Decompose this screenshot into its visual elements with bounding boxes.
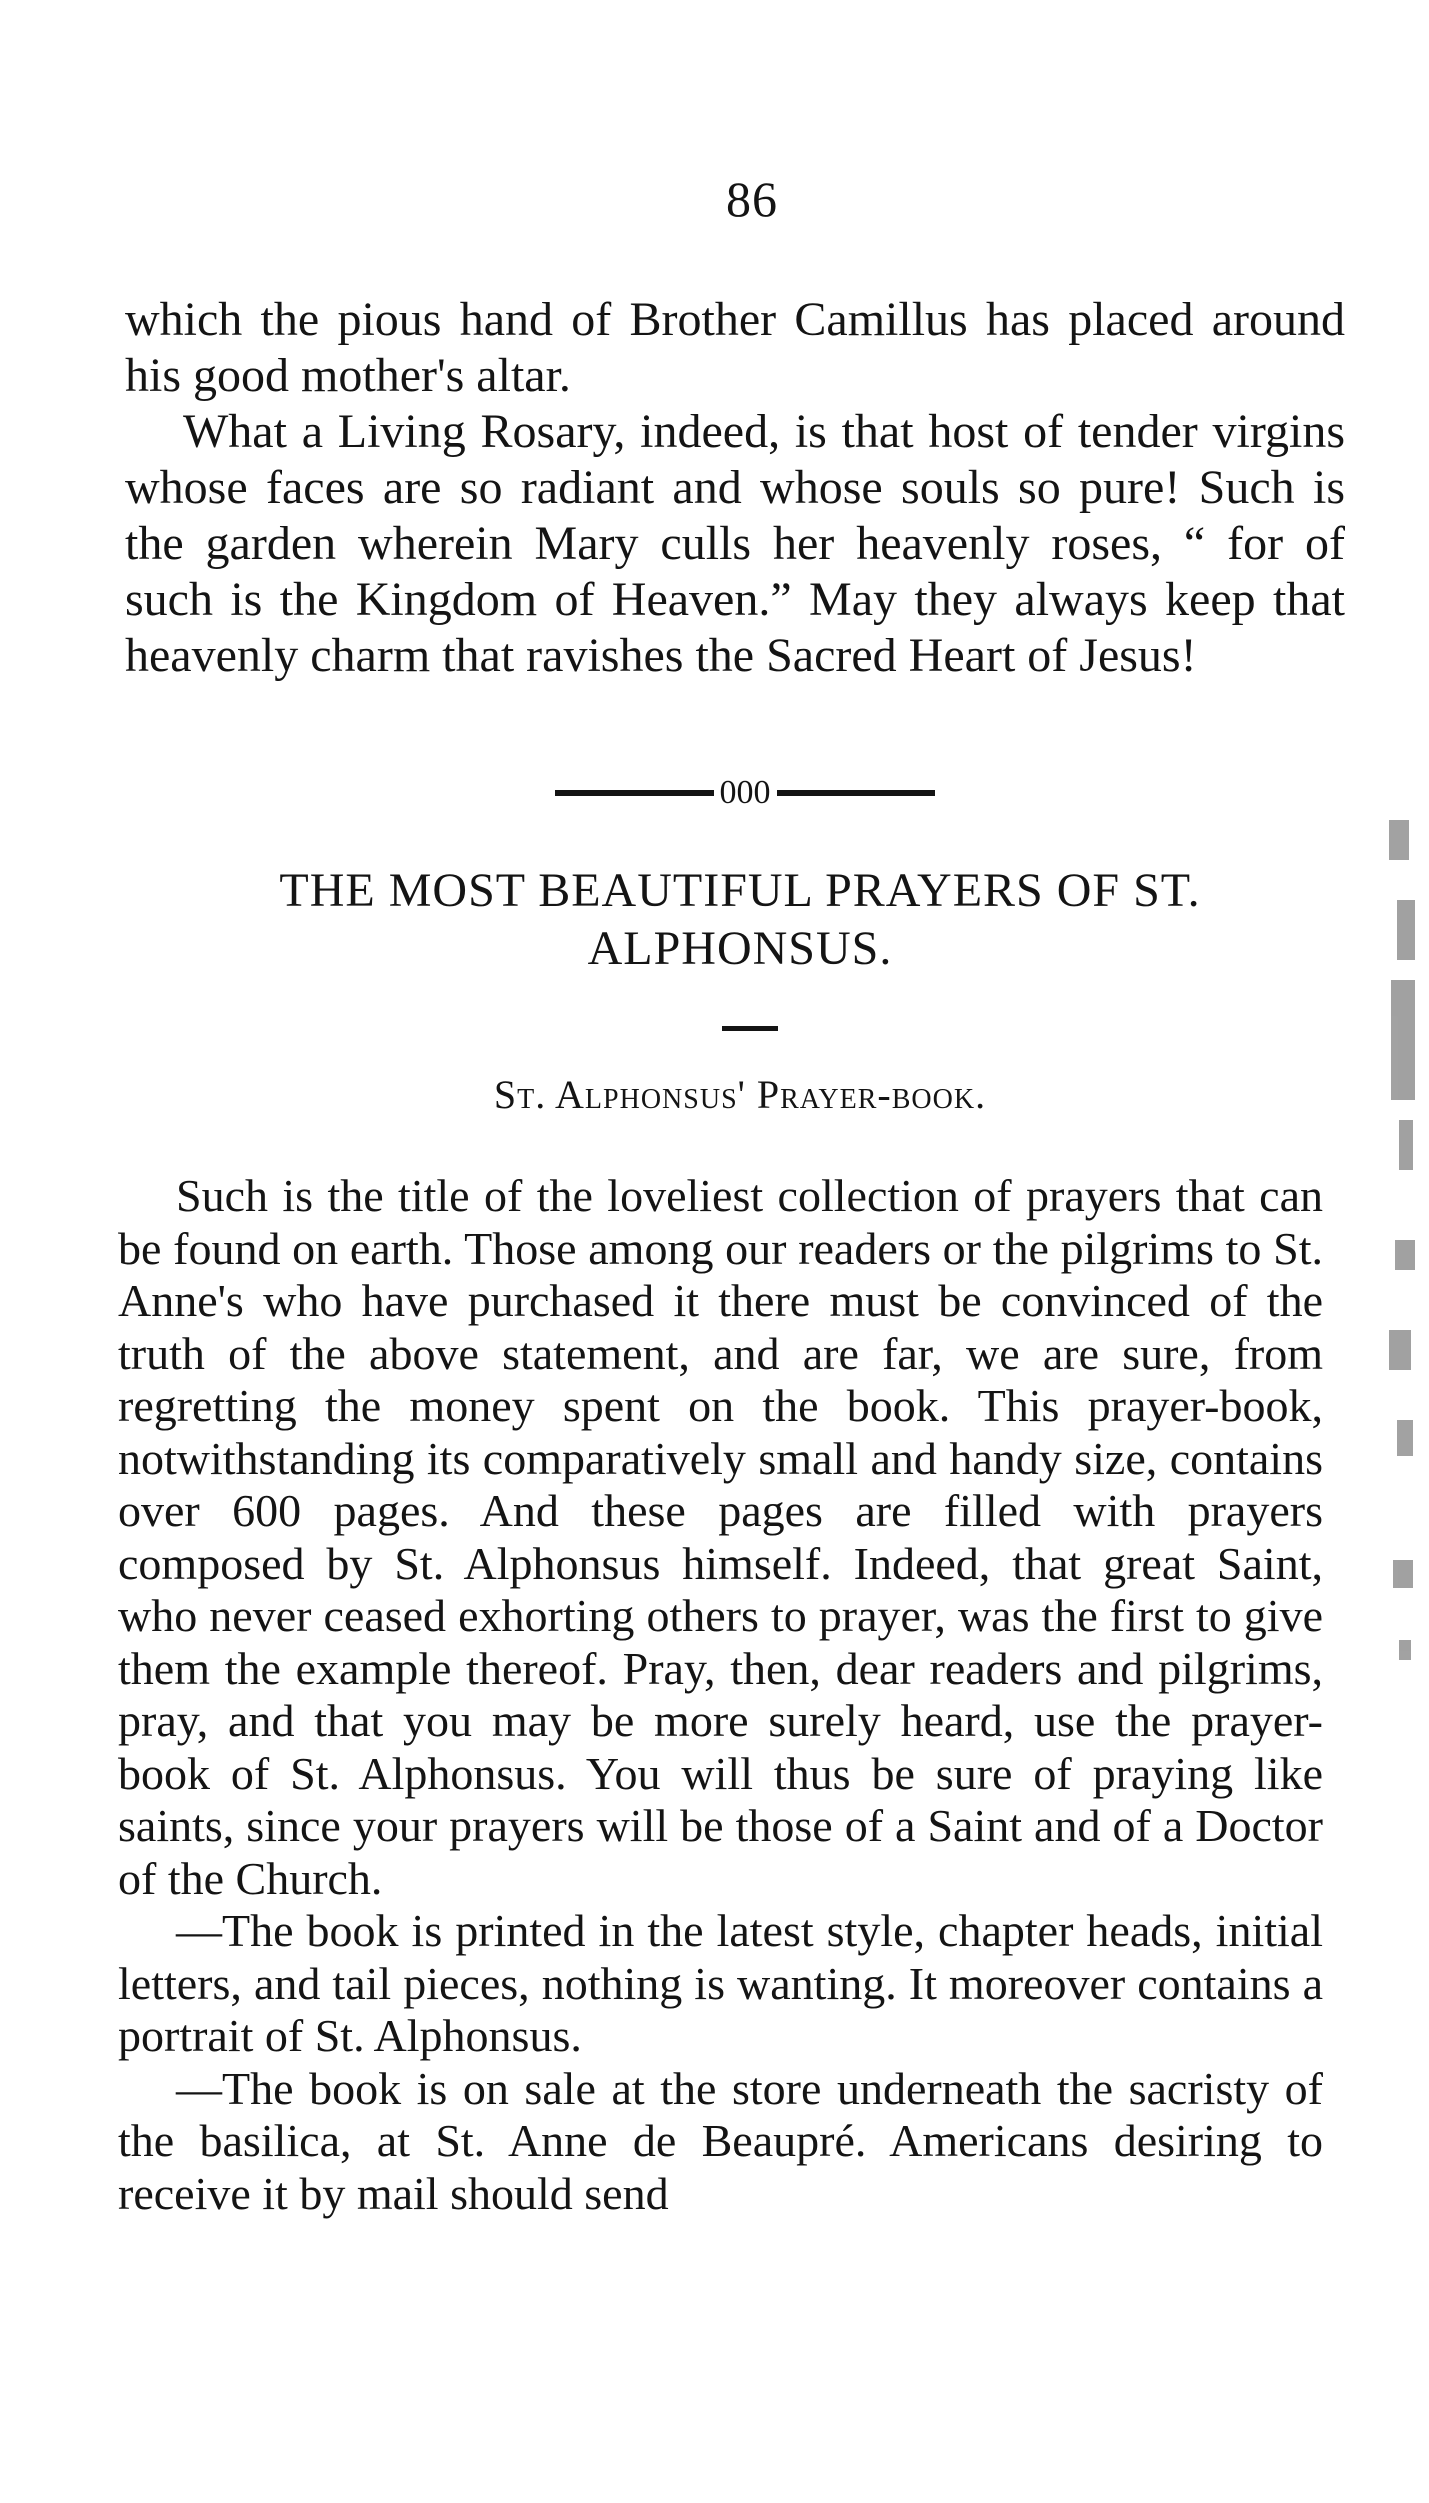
scan-edge-noise	[1359, 0, 1429, 2503]
paragraph: which the pious hand of Brother Camillus has placed around his good mother's altar.	[125, 293, 1345, 402]
divider-ornament: 000	[719, 774, 771, 811]
paragraph: What a Living Rosary, indeed, is that host of tender virgins whose faces are so radiant and whose souls so pure! Such is the garden wherein Mary culls her heavenly roses, “ for of such is the Kingdom of Heaven.” May they always keep that heavenly charm that ravishes the Sacred Heart of Jesus!	[125, 405, 1345, 682]
heading-line: THE MOST BEAUTIFUL PRAYERS OF ST.	[279, 864, 1201, 917]
divider-rule-right	[777, 790, 936, 796]
article-heading	[140, 862, 1340, 978]
paragraph: —The book is printed in the latest style, chapter heads, initial letters, and tail pieces, nothing is wanting. It moreover contains a portrait of St. Alphonsus.	[118, 1905, 1323, 2061]
page-number: 86	[726, 171, 778, 227]
continued-text	[125, 292, 1345, 684]
heading-rule	[722, 1026, 778, 1031]
article-body	[118, 1170, 1323, 2220]
divider-rule-left	[555, 790, 714, 796]
paragraph: Such is the title of the loveliest collection of prayers that can be found on earth. Those among our readers or the pilgrims to St. Anne's who have purchased it there must be convinced of the truth of the above statement, and are far, we are sure, from regretting the money spent on the book. This prayer-book, notwithstanding its comparatively small and handy size, contains over 600 pages. And these pages are filled with prayers composed by St. Alphonsus himself. Indeed, that great Saint, who never ceased exhorting others to prayer, was the first to give them the example thereof. Pray, then, dear readers and pilgrims, pray, and that you may be more surely heard, use the prayer-book of St. Alphonsus. You will thus be sure of praying like saints, since your prayers will be those of a Saint and of a Doctor of the Church.	[118, 1170, 1323, 1904]
heading-line: ALPHONSUS.	[587, 922, 893, 975]
paragraph: —The book is on sale at the store underneath the sacristy of the basilica, at St. Anne de Beaupré. Americans desiring to receive it by mail should send	[118, 2062, 1323, 2219]
section-divider	[555, 774, 935, 811]
article-subheading: St. Alphonsus' Prayer-book.	[493, 1072, 987, 1117]
